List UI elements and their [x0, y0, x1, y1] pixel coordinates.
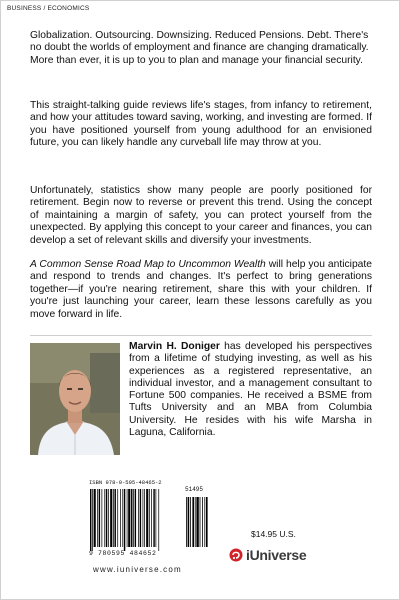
iuniverse-swirl-icon: [229, 548, 243, 562]
publisher-logo: [229, 546, 306, 564]
publisher-name: iUniverse: [246, 547, 307, 563]
category-label: BUSINESS / ECONOMICS: [7, 5, 90, 12]
barcode-digits: 9 780595 484652: [89, 550, 157, 557]
price-code-text: 51495: [185, 486, 204, 493]
isbn-text: ISBN 978-0-595-48465-2: [89, 479, 162, 486]
blurb-paragraph-4: [30, 259, 372, 321]
book-title-reference: A Common Sense Road Map to Uncommon Wealth: [30, 259, 266, 270]
author-bio: [129, 341, 372, 439]
author-name: Marvin H. Doniger: [129, 341, 220, 352]
barcode-icon: [89, 485, 219, 551]
blurb-paragraph-3: Unfortunately, statistics show many people are poorly positioned for retirement. Begin now to reverse or prevent this trend. Using the concept of maintaining a margin of safety, you can protect yourself from the unexpected. By applying this concept to your career and finances, you can develop a set of relevant skills and diversify your investments.: [30, 185, 372, 246]
author-bio-text: has developed his perspectives from a lifetime of studying investing, as well as his experiences as a registered representative, an individual investor, and a management consultant to Fortune 500 companies. He received a BSME from Tufts University and an MBA from Columbia University. He resides with his wife Marsha in Laguna, California.: [129, 341, 372, 439]
blurb-paragraph-4-text: will help you anticipate and respond to trends and changes. It's perfect to bring generations together—if you're nearing retirement, share this with your children. If you're just launching your career, learn these lessons carefully as you move forward in life.: [30, 259, 372, 320]
barcode-block: [89, 479, 219, 561]
section-divider: [30, 335, 372, 336]
publisher-website: www.iuniverse.com: [93, 565, 182, 574]
blurb-paragraph-2: This straight-talking guide reviews life's stages, from infancy to retirement, and how your attitudes toward saving, working, and investing are formed. If you have positioned yourself from young adulthood for an envisioned future, you can likely handle any curveball life may throw at you.: [30, 100, 372, 149]
price-label: $14.95 U.S.: [251, 529, 296, 539]
blurb-paragraph-1: Globalization. Outsourcing. Downsizing. Reduced Pensions. Debt. There's no doubt the worlds of employment and finance are changing dramatically. More than ever, it is up to you to plan and manage your financial security.: [30, 30, 369, 66]
author-photo: [30, 343, 120, 455]
